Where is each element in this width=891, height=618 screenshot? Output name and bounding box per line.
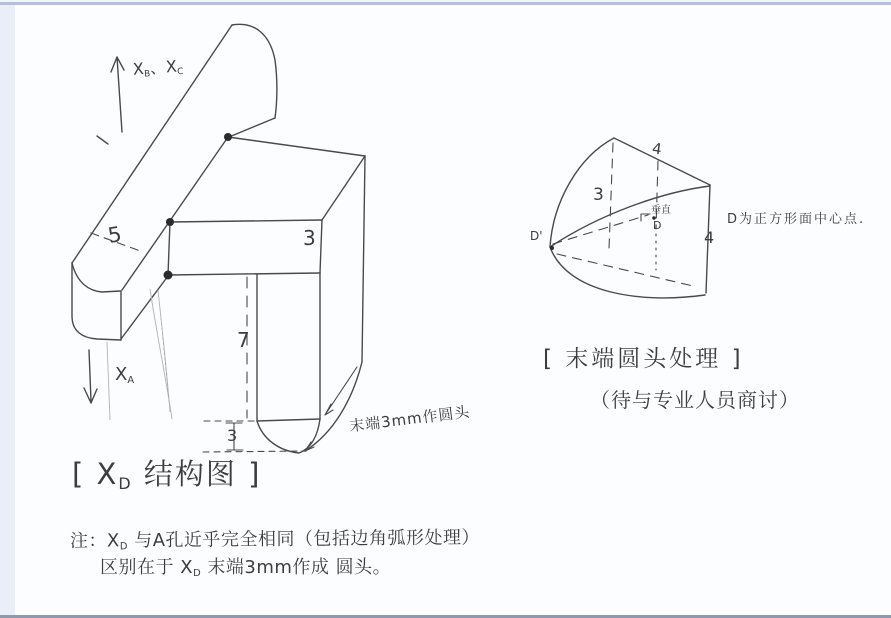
note-line-2: 区别在于 $X_D$ 末端3mm作成 圆头。 <box>100 557 392 579</box>
stray-stroke <box>107 342 110 420</box>
dim-7-label: 7 <box>237 328 250 352</box>
round-tip-curve <box>305 362 362 451</box>
dimension-lines <box>91 233 306 452</box>
block-piece <box>168 137 365 453</box>
junction-dot <box>164 271 173 280</box>
stray-stroke <box>158 290 170 412</box>
up-arrow <box>111 57 124 132</box>
detail-title: [ 末端圆头处理 ] <box>543 346 744 372</box>
detail-dim-4-top: 4 <box>650 139 663 159</box>
junction-dot <box>224 133 232 141</box>
dim-5-label: 5 <box>106 222 124 248</box>
note-line-1: 注：$X_D$ 与A孔近乎完全相同（包括边角弧形处理） <box>69 527 481 553</box>
round-head-detail <box>550 138 710 298</box>
detail-subtitle: （待与专业人员商讨） <box>590 388 800 412</box>
down-arrow <box>84 350 97 403</box>
perpendicular-label: 垂直 <box>651 205 671 216</box>
detail-dim-4-right: 4 <box>704 228 715 247</box>
figure-title: [ $X_D$ 结构图 ] <box>72 457 262 493</box>
dim-3-tip-label: 3 <box>227 426 238 445</box>
apex-dashed-line <box>609 143 613 249</box>
detail-dim-3: 3 <box>593 185 604 205</box>
tip-note: 末端3mm作圆头 <box>348 402 472 436</box>
axis-down-label: $X_A$ <box>115 364 135 386</box>
center-point-label: D <box>653 219 662 232</box>
corner-point-label: D' <box>530 229 543 243</box>
right-angle-mark <box>641 214 650 221</box>
tip-arrows <box>305 367 357 451</box>
diagonal-dashed-line <box>557 254 693 286</box>
center-point-note: D为正方形面中心点. <box>727 212 866 227</box>
dim-3-flange-label: 3 <box>303 226 316 250</box>
junction-dots <box>164 133 233 280</box>
tick-mark <box>97 136 108 144</box>
corner-point-dot <box>550 246 554 250</box>
junction-dot <box>166 218 174 226</box>
axis-up-label: $X_B$、$X_C$ <box>132 56 184 80</box>
